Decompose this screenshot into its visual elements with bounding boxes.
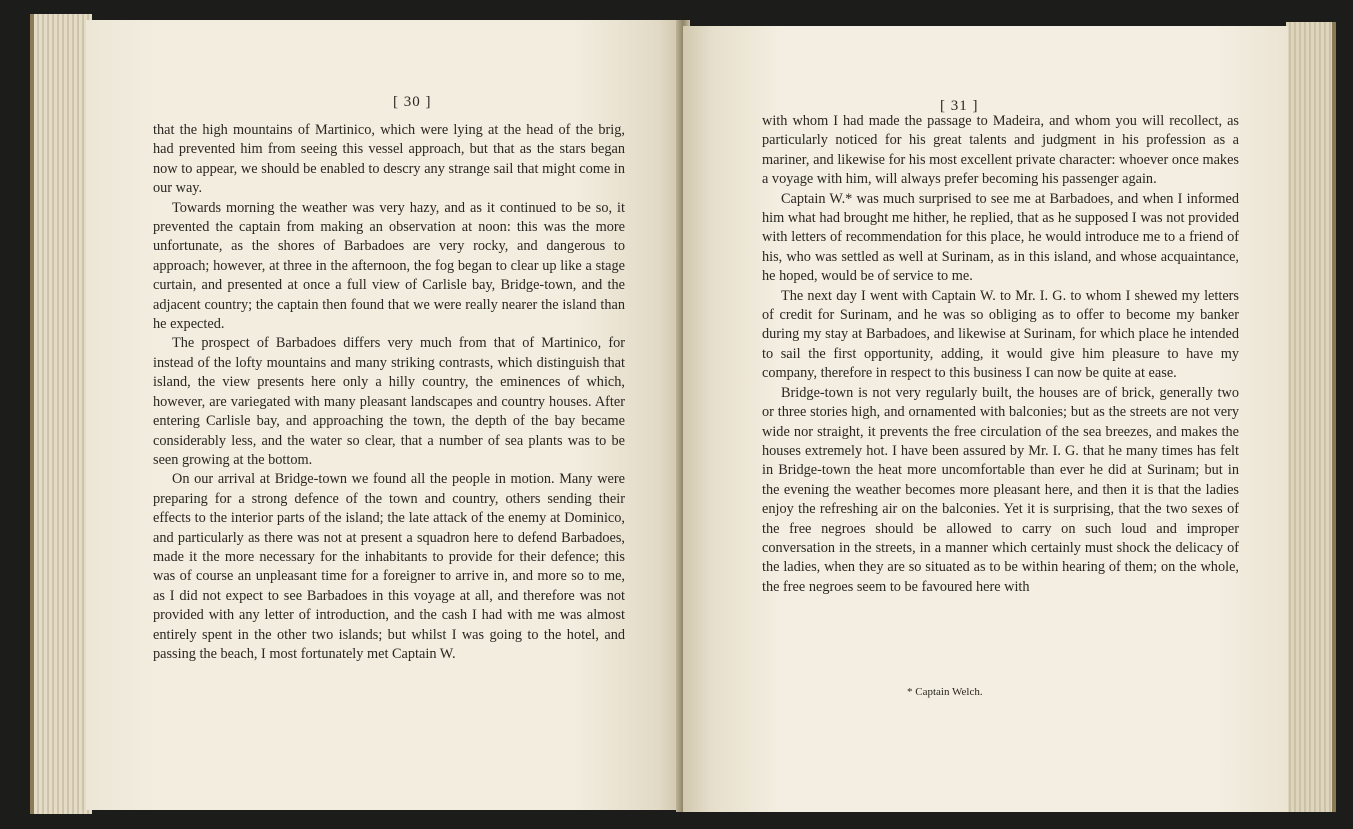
left-page (86, 20, 682, 810)
left-page-number: [ 30 ] (393, 94, 432, 110)
right-page-body (762, 112, 1239, 597)
left-paragraph-2: Towards morning the weather was very hazy, and as it continued to be so, it prevented the captain from making an observation at noon: this was the more unfortunate, as the shores of Barbadoes are very rocky, and dangerous to approach; however, at three in the afternoon, the fog began to clear up like a stage curtain, and presented at once a full view of Carlisle bay, Bridge-town, and the adjacent country; the captain then found that we were really nearer the island than he expected. (153, 199, 625, 333)
right-paragraph-4: Bridge-town is not very regularly built, the houses are of brick, generally two or three stories high, and ornamented with balconies; but as the streets are not very wide nor straight, it prevents the free circulation of the sea breezes, and makes the houses extremely hot. I have been assured by Mr. I. G. that he many times has felt in Bridge-town the heat more uncomfortable than ever he did at Surinam; but in the evening the weather becomes more pleasant here, and then it is that the ladies enjoy the refreshing air on the balconies. Yet it is surprising, that the two sexes of the free negroes should be allowed to carry on such loud and improper conversation in the streets, in a manner which certainly must shock the delicacy of the ladies, when they are so situated as to be within hearing of them; on the whole, the free negroes seem to be favoured here with (762, 384, 1239, 595)
right-paragraph-3: The next day I went with Captain W. to Mr. I. G. to whom I shewed my letters of credit for Surinam, and he was so obliging as to offer to become my banker during my stay at Barbadoes, and likewise at Surinam, for which place he intended to sail the first opportunity, adding, it would give him pleasure to have my company, therefore in respect to this business I can now be quite at ease. (762, 287, 1239, 382)
right-page-number: [ 31 ] (940, 98, 979, 114)
right-page (683, 26, 1288, 812)
footnote: * Captain Welch. (907, 686, 983, 698)
left-page-body (153, 121, 625, 664)
right-paragraph-1: with whom I had made the passage to Madeira, and whom you will recollect, as particularly noticed for his great talents and judgment in his profession as a mariner, and likewise for his most excellent private character: whoever once makes a voyage with him, will always prefer becoming his passenger again. (762, 113, 1239, 188)
left-page-edges (30, 14, 92, 814)
left-paragraph-4: On our arrival at Bridge-town we found all the people in motion. Many were preparing for a strong defence of the town and country, others sending their effects to the interior parts of the island; the late attack of the enemy at Dominico, and particularly as there was not at present a squadron here to defend Barbadoes, made it the more necessary for the inhabitants to provide for their defence; this was of course an unpleasant time for a foreigner to arrive in, and more so to me, as I did not expect to see Barbadoes in this voyage at all, and therefore was not provided with any letter of introduction, and the cash I had with me was almost entirely spent in the other two islands; but whilst I was going to the hotel, and passing the beach, I most fortunately met Captain W. (153, 471, 625, 662)
left-paragraph-3: The prospect of Barbadoes differs very much from that of Martinico, for instead of the lofty mountains and many striking contrasts, which distinguish that island, the view presents here only a hilly country, the eminences of which, however, are variegated with many pleasant landscapes and country houses. After entering Carlisle bay, and approaching the town, the depth of the bay became considerably less, and the water so clear, that a number of sea plants was to be seen growing at the bottom. (153, 335, 625, 468)
left-paragraph-1: that the high mountains of Martinico, which were lying at the head of the brig, had prevented him from seeing this vessel approach, but that as the stars began now to appear, we should be enabled to descry any strange sail that might come in our way. (153, 122, 625, 197)
right-page-edges (1286, 22, 1336, 812)
right-paragraph-2: Captain W.* was much surprised to see me at Barbadoes, and when I informed him what had brought me hither, he replied, that as he supposed I was not provided with letters of recommendation for this place, he would introduce me to a friend of his, who was settled as well at Surinam, as in this island, and whose acquaintance, he hoped, would be of service to me. (762, 190, 1239, 285)
